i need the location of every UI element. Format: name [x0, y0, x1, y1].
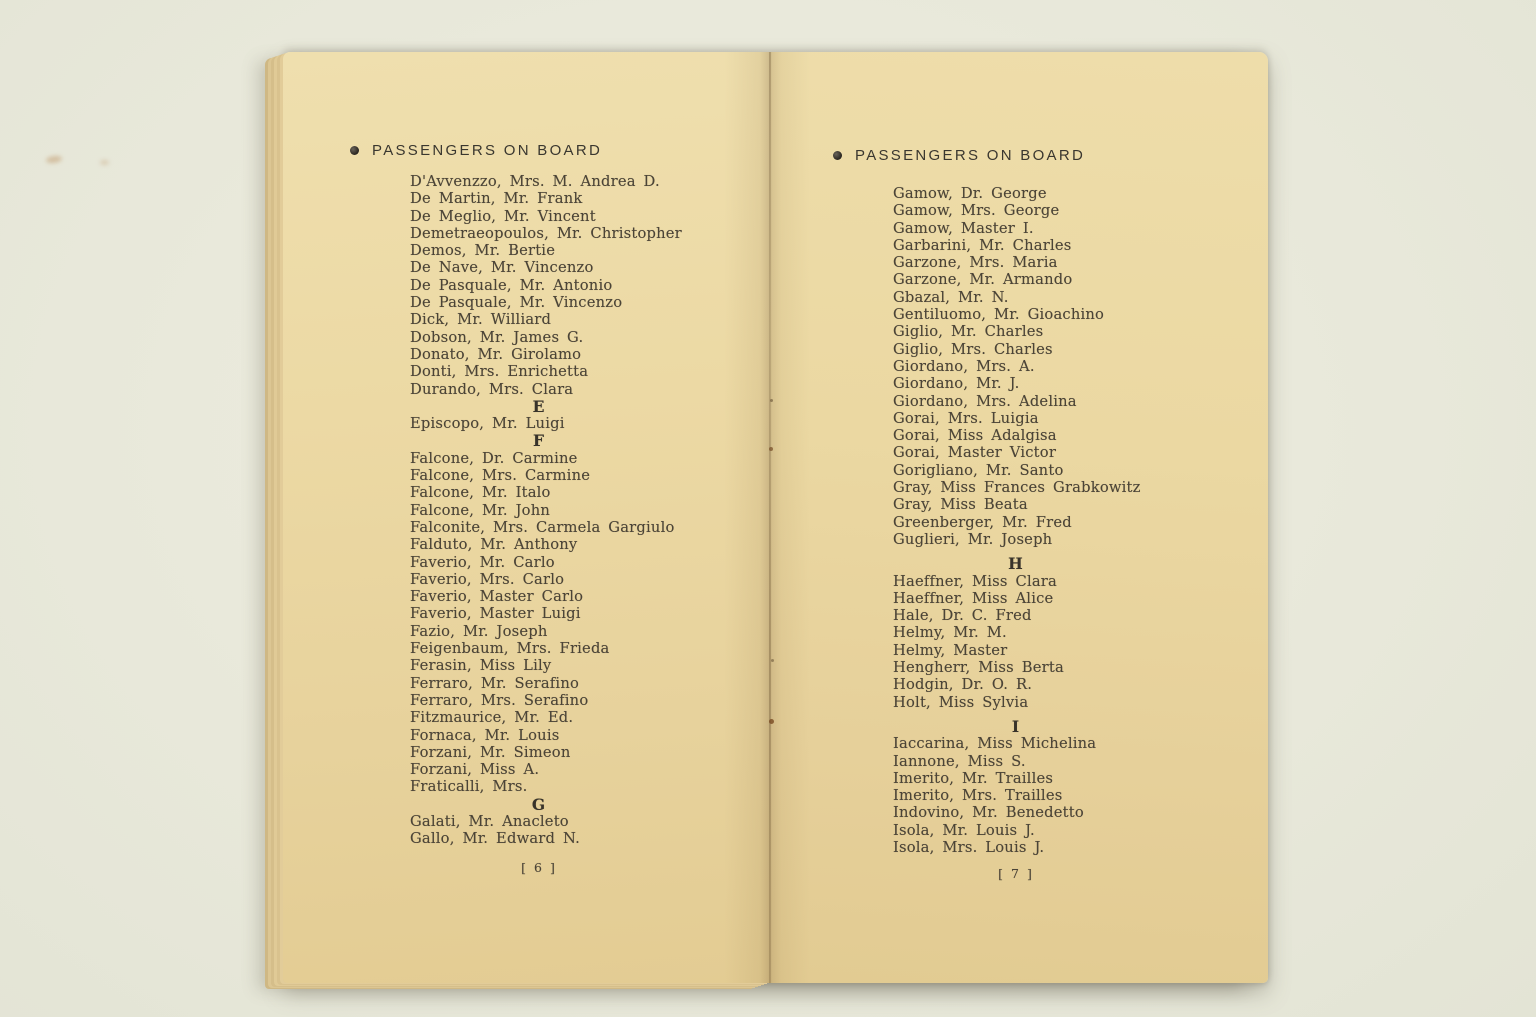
staple-dot: [769, 719, 774, 724]
section-letter: G: [531, 794, 547, 814]
section-letter: I: [1011, 716, 1021, 736]
passenger-name: Faverio, Master Carlo: [410, 588, 584, 606]
passenger-name: Falcone, Mr. John: [410, 501, 551, 519]
bullet-icon: [350, 146, 359, 155]
section-letter: F: [532, 431, 545, 451]
passenger-name: Giordano, Mr. J.: [893, 375, 1020, 393]
passenger-name: Dick, Mr. Williard: [410, 311, 552, 329]
passenger-name: Gentiluomo, Mr. Gioachino: [893, 306, 1105, 324]
passenger-name: Isola, Mr. Louis J.: [893, 821, 1035, 839]
passenger-name: Episcopo, Mr. Luigi: [410, 415, 565, 433]
passenger-name: De Pasquale, Mr. Antonio: [410, 276, 613, 294]
passenger-name: Demetraeopoulos, Mr. Christopher: [410, 224, 682, 242]
passenger-name: Greenberger, Mr. Fred: [893, 513, 1072, 531]
page-header: [833, 147, 1085, 164]
passenger-name: Gamow, Mrs. George: [893, 202, 1060, 220]
section-letter: E: [532, 396, 546, 416]
passenger-name: Donti, Mrs. Enrichetta: [410, 363, 589, 381]
passenger-name: Gorai, Master Victor: [893, 444, 1057, 462]
passenger-name: Ferraro, Mrs. Serafino: [410, 691, 589, 709]
passenger-name: De Martin, Mr. Frank: [410, 190, 583, 208]
passenger-name: Indovino, Mr. Benedetto: [893, 804, 1084, 822]
passenger-name: Guglieri, Mr. Joseph: [893, 530, 1053, 548]
page-title: PASSENGERS ON BOARD: [855, 147, 1086, 164]
passenger-name: Garzone, Mr. Armando: [893, 271, 1073, 289]
passenger-name: Durando, Mrs. Clara: [410, 380, 574, 398]
passenger-name: Gallo, Mr. Edward N.: [410, 830, 580, 848]
passenger-list-booklet: [283, 52, 1268, 983]
passenger-name: Gorigliano, Mr. Santo: [893, 461, 1064, 479]
passenger-name: De Nave, Mr. Vincenzo: [410, 259, 594, 277]
passenger-name: Forzani, Mr. Simeon: [410, 743, 571, 761]
passenger-name: Falcone, Mr. Italo: [410, 484, 551, 502]
passenger-name: Helmy, Master: [893, 641, 1008, 659]
passenger-name: Iaccarina, Miss Michelina: [893, 735, 1097, 753]
passenger-name: Imerito, Mrs. Trailles: [893, 787, 1063, 805]
passenger-list: [893, 185, 1139, 856]
page-right: [770, 52, 1268, 983]
page-number: [ 6 ]: [521, 860, 557, 875]
passenger-name: Haeffner, Miss Alice: [893, 589, 1054, 607]
passenger-list: [410, 173, 682, 848]
passenger-name: Fazio, Mr. Joseph: [410, 622, 548, 640]
page-number: [ 7 ]: [998, 866, 1034, 881]
passenger-name: Falcone, Mrs. Carmine: [410, 467, 591, 485]
passenger-name: Giordano, Mrs. Adelina: [893, 392, 1077, 410]
passenger-name: Gray, Miss Beata: [893, 496, 1028, 514]
passenger-name: Gorai, Mrs. Luigia: [893, 409, 1039, 427]
passenger-name: Falduto, Mr. Anthony: [410, 536, 578, 554]
passenger-name: Hodgin, Dr. O. R.: [893, 676, 1033, 694]
passenger-name: Fraticalli, Mrs.: [410, 778, 528, 796]
page-left: [283, 52, 770, 983]
passenger-name: Hengherr, Miss Berta: [893, 659, 1064, 677]
background-smudge: [100, 160, 109, 165]
section-letter: H: [1008, 554, 1024, 574]
passenger-name: Faverio, Mrs. Carlo: [410, 570, 565, 588]
passenger-name: Ferraro, Mr. Serafino: [410, 674, 580, 692]
passenger-name: Gamow, Master I.: [893, 219, 1034, 237]
passenger-name: Donato, Mr. Girolamo: [410, 345, 582, 363]
passenger-name: Forzani, Miss A.: [410, 761, 540, 779]
passenger-name: Garzone, Mrs. Maria: [893, 254, 1058, 272]
passenger-name: Haeffner, Miss Clara: [893, 572, 1057, 590]
bullet-icon: [833, 151, 842, 160]
staple-dot: [771, 659, 774, 662]
passenger-name: Iannone, Miss S.: [893, 752, 1026, 770]
passenger-name: Imerito, Mr. Trailles: [893, 769, 1054, 787]
passenger-name: Ferasin, Miss Lily: [410, 657, 552, 675]
passenger-name: De Meglio, Mr. Vincent: [410, 207, 596, 225]
passenger-name: Holt, Miss Sylvia: [893, 693, 1029, 711]
passenger-name: Falcone, Dr. Carmine: [410, 449, 578, 467]
passenger-name: Dobson, Mr. James G.: [410, 328, 584, 346]
passenger-name: Helmy, Mr. M.: [893, 624, 1007, 642]
staple-dot: [770, 399, 773, 402]
passenger-name: Giglio, Mrs. Charles: [893, 340, 1053, 358]
passenger-name: Falconite, Mrs. Carmela Gargiulo: [410, 518, 675, 536]
staple-dot: [769, 447, 773, 451]
passenger-name: De Pasquale, Mr. Vincenzo: [410, 294, 623, 312]
passenger-name: Gbazal, Mr. N.: [893, 288, 1009, 306]
passenger-name: Gray, Miss Frances Grabkowitz: [893, 479, 1141, 497]
passenger-name: Galati, Mr. Anacleto: [410, 812, 569, 830]
passenger-name: Gorai, Miss Adalgisa: [893, 427, 1057, 445]
passenger-name: Giordano, Mrs. A.: [893, 357, 1035, 375]
background-smudge: [46, 155, 63, 164]
passenger-name: Garbarini, Mr. Charles: [893, 236, 1072, 254]
passenger-name: Fornaca, Mr. Louis: [410, 726, 560, 744]
passenger-name: Isola, Mrs. Louis J.: [893, 838, 1045, 856]
passenger-name: Faverio, Mr. Carlo: [410, 553, 555, 571]
page-title: PASSENGERS ON BOARD: [372, 142, 603, 159]
passenger-name: Faverio, Master Luigi: [410, 605, 581, 623]
passenger-name: Giglio, Mr. Charles: [893, 323, 1044, 341]
passenger-name: Fitzmaurice, Mr. Ed.: [410, 709, 574, 727]
page-header: [350, 142, 602, 159]
passenger-name: Demos, Mr. Bertie: [410, 242, 556, 260]
passenger-name: Feigenbaum, Mrs. Frieda: [410, 640, 610, 658]
passenger-name: Gamow, Dr. George: [893, 185, 1047, 202]
passenger-name: Hale, Dr. C. Fred: [893, 607, 1032, 625]
passenger-name: D'Avvenzzo, Mrs. M. Andrea D.: [410, 173, 660, 190]
